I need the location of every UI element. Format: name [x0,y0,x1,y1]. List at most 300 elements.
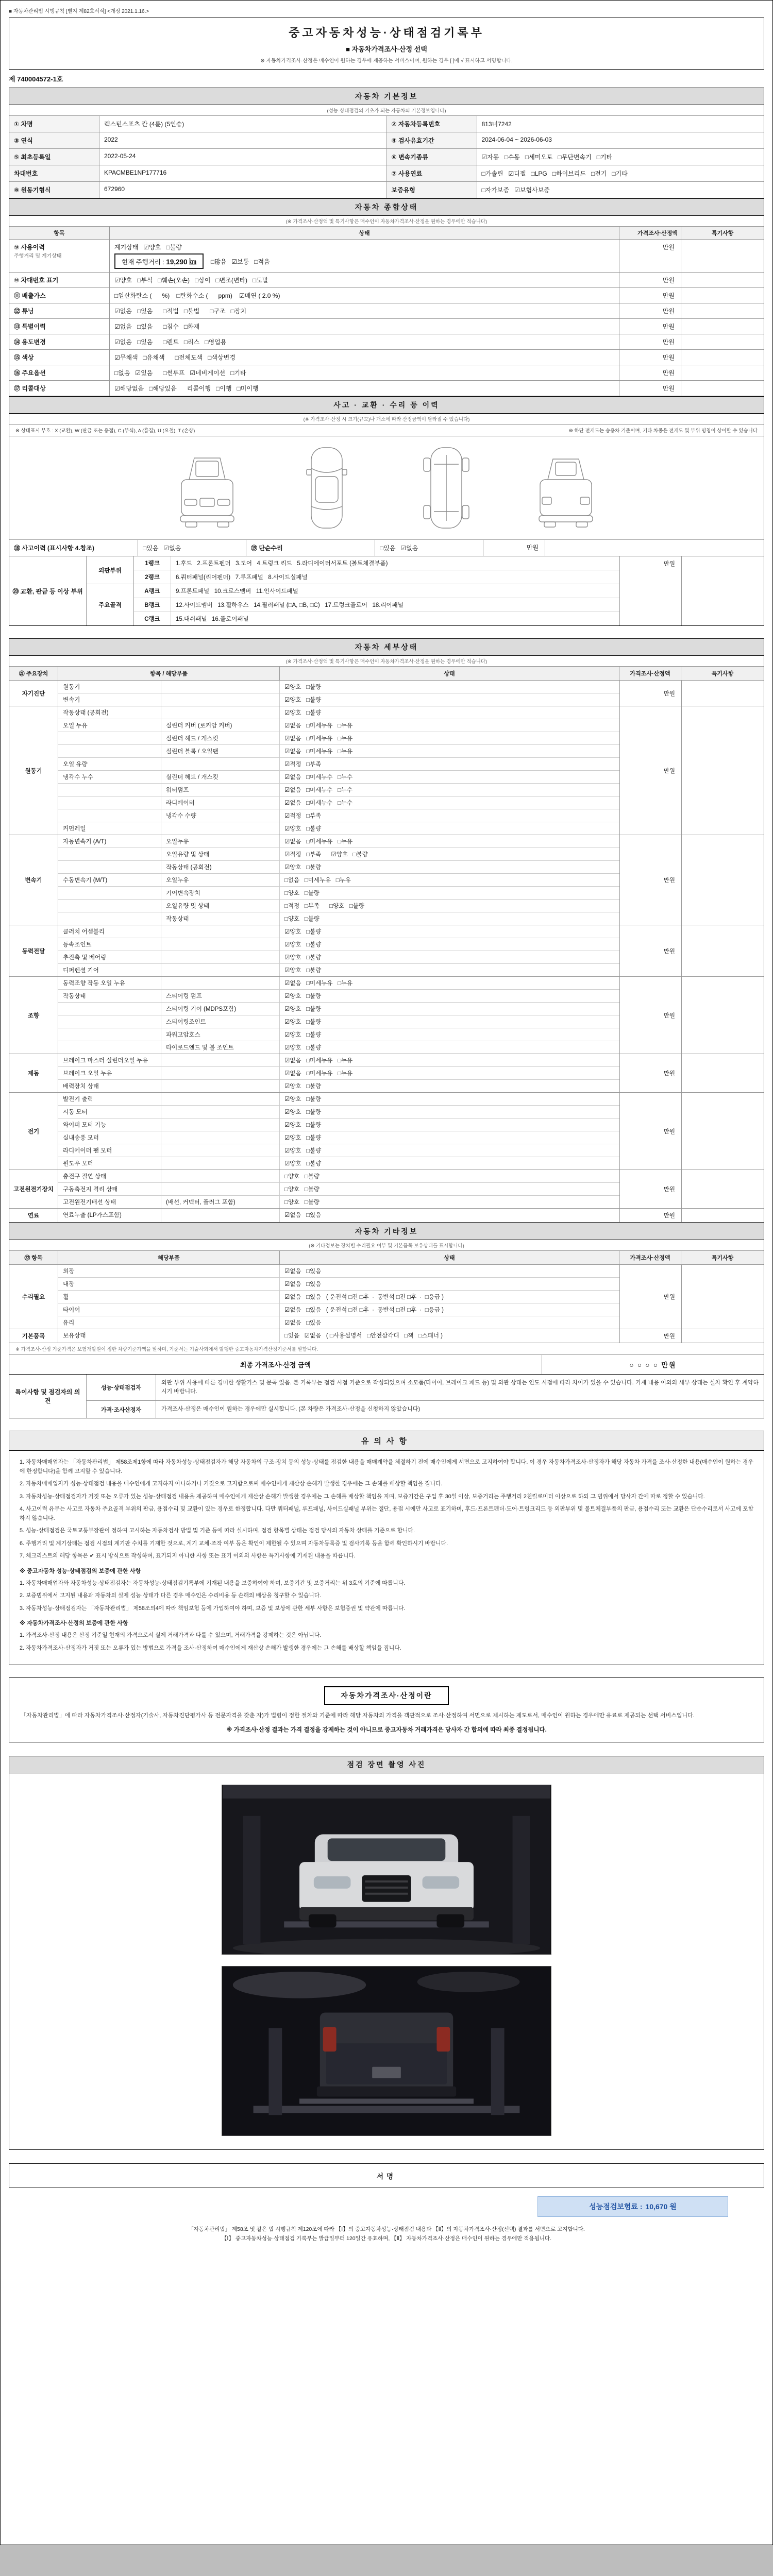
column-header: 상태 [110,227,619,239]
state-options: ☑양호 □불량 [284,929,322,935]
part-label [161,693,280,706]
device-item-row [58,874,619,887]
state-options: ☑양호 □불량 [284,1135,322,1141]
field-value: 813너7242 [481,121,512,128]
state-options: ☑없음 □있음 [284,1268,322,1275]
price-cell: 만원 [619,1170,681,1208]
main-frame-row [87,584,619,625]
notice-item: 2. 보증범위에서 고지된 내용과 자동차의 실제 성능·상태가 다른 경우 매수인은 수리비용 등 손해의 배상을 청구할 수 있습니다. [20,1592,322,1599]
part-label: 기어변속장치 [161,887,280,899]
notice-items [20,1458,753,1561]
price-cell: 만원 [619,1265,681,1329]
device-group [9,706,764,835]
premium-label: 성능점검보험료 : [589,2202,643,2211]
device-group [9,681,764,706]
footer-legal-line: 【Ⅰ】 중고자동차성능·상태점검 기록부는 발급일부터 120일간 유효하며, 【Ⅱ】 자동차가격조사·산정은 매수인이 원하는 경우에만 적용됩니다. [221,2235,552,2242]
part-label [161,1209,280,1222]
device-item-row [58,1106,619,1118]
comprehensive-rows [9,273,764,396]
section-note-basic-info: (성능·상태점검의 기초가 되는 자동차의 기본정보입니다) [9,105,764,116]
column-header: 항목 [9,227,110,239]
field-value: 2022-05-24 [99,149,387,165]
comprehensive-row [9,334,764,350]
note-cell [681,556,764,625]
rank-row [134,598,619,612]
part-label [161,1106,280,1118]
item-label: 구동축전지 격리 상태 [58,1183,161,1195]
ranks [134,584,619,625]
column-header: ㉑ 주요장치 [9,667,58,680]
device-group-name: 연료 [9,1209,58,1222]
device-group-name: 변속기 [9,835,58,925]
note-cell [545,540,628,556]
notice-sub2-items [20,1631,753,1653]
part-label: 워터펌프 [161,784,280,796]
accident-history-row [9,540,764,556]
item-label: 추진축 및 베어링 [58,951,161,963]
regulation-citation: ■ 자동차관리법 시행규칙 [별지 제82호서식] <개정 2021.1.16.> [9,9,149,14]
rank-label: C랭크 [134,612,171,625]
part-label: 실린더 블록 / 오일팬 [161,745,280,757]
price-cell: 만원 [619,303,681,318]
part-label [161,1131,280,1144]
comprehensive-header-row [9,227,764,240]
state-options: ☑없음 □미세누유 □누유 [284,749,353,755]
part-label: 오일유량 및 상태 [161,900,280,912]
final-price-label: 최종 가격조사·산정 금액 [9,1355,542,1374]
meter-state: 계기상태 ☑양호 □불량 [114,244,182,251]
part-label: 오일유량 및 상태 [161,848,280,860]
device-item-row [58,809,619,822]
device-item-row [58,822,619,835]
device-item-row [58,835,619,848]
section-note-etc: (※ 기타정보는 장치별 수리필요 여부 및 기본품목 보유상태를 표시합니다) [9,1240,764,1251]
state-options: ☑양호 □불량 [284,684,322,690]
item-label [58,796,161,809]
price-cell: 만원 [619,556,681,625]
field-label: 차대번호 [9,165,99,181]
column-header: 가격조사·산정액 [619,227,681,239]
field-value: 2022 [99,132,387,148]
item-label [58,912,161,925]
diagram-legend [9,425,764,436]
item-label: 변속기 [58,693,161,706]
signature-label: 서명 [376,2172,397,2180]
device-group-name: 원동기 [9,706,58,835]
field-label: ⑮ 색상 [9,350,110,365]
rank-parts: 15.대쉬패널 16.플로어패널 [176,616,249,622]
column-header: 상태 [280,667,619,680]
state-options: ☑없음 □있음 ( 운전석 □전 □후 · 동반석 □전 □후 · □응급 ) [284,1294,444,1300]
part-label: 냉각수 수량 [161,809,280,822]
rank-parts: 12.사이드멤버 13.휠하우스 14.필러패널 (□A, □B, □C) 17.트렁크플로어 18.리어패널 [176,602,404,608]
state-options: ☑없음 □있음 ( 운전석 □전 □후 · 동반석 □전 □후 · □응급 ) [284,1307,444,1313]
part-label [161,681,280,693]
note-cell [681,365,764,380]
device-group-name: 자기진단 [9,681,58,706]
state-options: ☑양호 □불량 [284,1096,322,1103]
note-cell [681,706,764,835]
item-label: 디퍼렌셜 기어 [58,964,161,976]
column-header: 가격조사·산정액 [619,667,681,680]
etc-item-row [58,1316,619,1329]
device-group-name: 동력전달 [9,925,58,976]
price-cell: 만원 [619,365,681,380]
comprehensive-row [9,288,764,303]
item-label [58,900,161,912]
opinion-author: 가격·조사산정자 [87,1401,156,1418]
item-label: 냉각수 누수 [58,771,161,783]
state-options: ☑양호 □불량 [284,942,322,948]
exchange-body [87,556,619,625]
car-rear-diagram [525,444,607,532]
note-cell [681,288,764,303]
rank-row [134,612,619,625]
item-label: 실내송풍 모터 [58,1131,161,1144]
item-label [58,1015,161,1028]
part-label: 작동상태 (공회전) [161,861,280,873]
column-header: 상태 [280,1251,619,1264]
field-label: ⑳ 교환, 판금 등 이상 부위 [9,556,87,625]
state-options: ☑없음 □미세누유 □누유 [284,723,353,729]
field-label: ⑥ 변속기종류 [387,149,477,165]
notice-item: 1. 자동차매매업자와 자동차성능·상태점검자는 자동차성능·상태점검기록부에 기재된 내용을 보증하여야 하며, 보증기간 및 보증거리는 위 3호의 기준에 따릅니다. [20,1580,406,1586]
rank-parts: 6.쿼터패널(리어펜더) 7.루프패널 8.사이드실패널 [176,574,308,581]
state-options: □양호 □불량 [284,1199,320,1206]
device-item-row [58,925,619,938]
etc-items [58,1329,619,1343]
device-items [58,835,619,925]
state-options: ☑양호 □불량 [284,1083,322,1090]
device-item-row [58,1054,619,1067]
state-options: ☑양호 □불량 [284,1161,322,1167]
note-cell [681,925,764,976]
device-item-row [58,1093,619,1106]
price-cell: 만원 [619,350,681,365]
item-label: 등속조인트 [58,938,161,951]
document-subtitle: ■ 자동차가격조사·산정 선택 [346,45,427,53]
state-options: ☑없음 □미세누수 □누수 [284,800,353,806]
premium-value: 10,670 원 [645,2202,677,2211]
part-label: 라디에이터 [161,796,280,809]
part-label [161,706,280,719]
note-cell [681,1209,764,1222]
item-label: 와이퍼 모터 기능 [58,1118,161,1131]
state-options: ☑양호 □불량 [284,993,322,999]
odometer-value: 19,290 ㎞ [166,258,196,266]
state-options: ☑없음 □미세누수 □누수 [284,787,353,793]
document-number: 제 740004572-1호 [9,75,63,83]
notice-item: 3. 자동차성능·상태점검자가 거짓 또는 오류가 있는 성능·상태점검 내용을 제공하여 매수인에게 재산상 손해가 발생한 경우에는 그 손해를 배상할 책임을 지며, 보증기간은 구입 후 30일 이상, 보증거리는 주행거리 2천킬로미터 이상으로 하되 그 범위에서 당사자 간에 따로 정할 수 있습니다. [20,1493,705,1500]
state-options: ☑양호 □불량 [284,826,322,832]
column-header: 가격조사·산정액 [619,1251,681,1264]
item-label: 윈도우 모터 [58,1157,161,1170]
comprehensive-table [9,227,764,396]
state-options: ☑없음 □있음 □적법 □불법 □구조 □장치 [110,303,619,318]
basic-info-row [9,182,764,198]
price-cell: 만원 [483,540,545,556]
note-cell [681,1329,764,1343]
field-label: ⑯ 주요옵션 [9,365,110,380]
price-cell: 만원 [619,319,681,334]
state-options: ☑양호 □불량 [284,1006,322,1012]
part-label [161,1157,280,1170]
state-options: □양호 □불량 [284,890,320,896]
field-label: 보증유형 [387,182,477,198]
price-cell: 만원 [619,1209,681,1222]
state-options: ☑없음 □미세누유 □누유 [284,980,353,987]
note-cell [681,1093,764,1170]
block-basic-comprehensive-accident [9,88,764,626]
item-label: 동력조향 작동 오일 누유 [58,977,161,989]
note-cell [681,350,764,365]
column-header: ㉒ 항목 [9,1251,58,1264]
state-options: ☑없음 □있음 □침수 □화재 [110,319,619,334]
field-label: ④ 검사유효기간 [387,132,477,148]
field-label: ② 자동차등록번호 [387,116,477,132]
state-options: □있음 ☑없음 ( □사용설명서 □안전삼각대 □잭 □스패너 ) [284,1333,443,1339]
etc-item-row [58,1265,619,1278]
field-label: ⑫ 튜닝 [9,303,110,318]
device-item-row [58,848,619,861]
device-item-row [58,1144,619,1157]
note-cell [681,319,764,334]
item-label [58,809,161,822]
column-header: 특기사항 [711,671,734,677]
device-group [9,1054,764,1093]
note-cell [681,681,764,706]
field-value: □가솔린 ☑디젤 □LPG □하이브리드 □전기 □기타 [481,170,628,177]
device-items [58,1093,619,1170]
part-label [161,938,280,951]
notice-body [9,1451,764,1665]
price-cell: 만원 [619,1093,681,1170]
section-note-accident: (※ 가격조사·산정 시 크기(규모)나 개소에 따라 산정금액이 달라질 수 있습니다) [9,414,764,425]
document-title: 중고자동차성능·상태점검기록부 [289,26,484,39]
section-title-accident: 사고 · 교환 · 수리 등 이력 [9,396,764,414]
price-cell: 만원 [619,1329,681,1343]
item-label: 타이어 [58,1303,280,1316]
part-label [161,964,280,976]
field-label: ⑪ 배출가스 [9,288,110,303]
device-item-row [58,745,619,758]
usage-sublabel: 주행거리 및 계기상태 [14,253,62,259]
document-header [9,18,764,70]
notice-item: 1. 가격조사·산정 내용은 산정 기준일 현재의 가격으로서 실제 거래가격과 다를 수 있으며, 거래가격을 강제하는 것은 아닙니다. [20,1632,322,1639]
device-items [58,925,619,976]
section-title-etc: 자동차 기타정보 [9,1223,764,1240]
notice-subtitle: ※ 중고자동차 성능·상태점검의 보증에 관한 사항 [20,1568,141,1574]
state-options: ☑해당없음 □해당있음 리콜이행 □이행 □미이행 [110,381,619,396]
price-cell: 만원 [619,334,681,349]
car-diagrams [9,436,764,540]
etc-group-name: 수리필요 [9,1265,58,1329]
item-label: 브레이크 마스터 실린더오일 누유 [58,1054,161,1066]
item-label [58,1028,161,1041]
device-item-row [58,796,619,809]
part-label: 오일누유 [161,874,280,886]
part-label: 실린더 커버 (로커암 커버) [161,719,280,732]
device-group-name: 전기 [9,1093,58,1170]
state-options: ☑양호 □불량 [284,968,322,974]
state-options: ☑양호 □불량 [284,1109,322,1115]
device-item-row [58,938,619,951]
etc-items [58,1265,619,1329]
details-header-row [9,667,764,681]
price-cell: 만원 [619,273,681,287]
notice-item: 4. 사고이력 유무는 사고로 자동차 주요골격 부위의 판금, 용접수리 및 교환이 있는 경우로 한정합니다. 다만 쿼터패널, 루프패널, 사이드실패널 부위는 절단, 용접 시에만 사고로 표기하며, 후드·프론트펜더·도어·트렁크리드 등 외판부위 및 볼트체결부품의 판금, 용접수리 또는 교환은 단순수리로서 사고에 포함하지 않습니다. [20,1506,753,1521]
part-label [161,1054,280,1066]
device-item-row [58,771,619,784]
part-label [161,1183,280,1195]
pricing-basis-note: ※ 가격조사·산정 기준가격은 보험개발원이 정한 차량기준가액을 말하며, 기준서는 기술사회에서 발행한 중고자동차가격산정기준서를 말합니다. [9,1343,764,1355]
rank-parts: 1.후드 2.프론트펜더 3.도어 4.트렁크 리드 5.라디에이터서포트 (볼트체결부품) [176,561,388,567]
rank-label: A랭크 [134,584,171,598]
item-label: 자동변속기 (A/T) [58,835,161,848]
notice-item: 6. 주행거리 및 계기상태는 점검 시점의 계기판 수치를 기재한 것으로, 계기 교체·조작 여부 등은 확인이 제한될 수 있으며 자동차등록증 및 검사기록 등을 함께 확인하시기 바랍니다. [20,1540,448,1547]
field-value: KPACMBE1NP177716 [99,165,387,181]
state-options: ☑적정 □부족 [284,761,322,768]
device-items [58,977,619,1054]
block-detail-state [9,638,764,1418]
state-options: ☑없음 □있음 [284,1320,322,1326]
notice-item: 1. 자동차매매업자는 「자동차관리법」 제58조제1항에 따라 자동차성능·상태점검자가 해당 자동차의 구조·장치 등의 성능·상태를 점검한 내용을 매매계약을 체결하기 전에 매수인에게 서면으로 고지하여야 합니다. 이 경우 자동차가격조사·산정자가 해당 자동차 가격을 조사·산정한 내용(매수인이 원하는 경우에 한정합니다)을 함께 고지할 수 있습니다. [20,1459,753,1475]
device-group [9,1209,764,1223]
column-header: 특기사항 [711,230,734,236]
section-title-basic-info: 자동차 기본정보 [9,88,764,105]
notice-title: 유의사항 [9,1431,764,1451]
state-options: ☑없음 □미세누유 □누유 [284,736,353,742]
performance-insurance-premium [537,2196,728,2217]
odometer-box: 현재 주행거리 : 19,290 ㎞ [114,253,204,269]
price-cell: 만원 [619,925,681,976]
field-label [9,240,110,272]
state-options: ☑양호 □불량 [284,1045,322,1051]
part-label [161,951,280,963]
state-options: □없음 ☑있음 □썬루프 ☑네비게이션 □기타 [110,365,619,380]
device-item-row [58,977,619,990]
device-group-name: 제동 [9,1054,58,1092]
notice-subtitle: ※ 자동차가격조사·산정의 보증에 관한 사항 [20,1620,128,1627]
car-top-diagram [285,444,368,532]
device-items [58,1209,619,1222]
part-label: 작동상태 [161,912,280,925]
note-cell [681,334,764,349]
details-groups [9,681,764,1223]
device-item-row [58,1080,619,1092]
state-options: ☑없음 □미세누유 □누유 [284,1058,353,1064]
item-label: 작동상태 [58,990,161,1002]
section-note-details: (※ 가격조사·산정액 및 특기사항은 매수인이 자동차가격조사·산정을 원하는 경우에만 적습니다) [9,656,764,667]
device-item-row [58,1131,619,1144]
block-pricing-info [9,1677,764,1742]
inspector-opinion-box [9,1375,764,1418]
item-label: 보유상태 [58,1329,280,1343]
item-label: 오일 누유 [58,719,161,732]
rank-label: 2랭크 [134,570,171,584]
section-title-comprehensive: 자동차 종합상태 [9,198,764,216]
device-item-row [58,1183,619,1196]
comprehensive-row [9,303,764,319]
part-label [161,1067,280,1079]
item-label: 발전기 출력 [58,1093,161,1105]
price-cell: 만원 [619,288,681,303]
mileage-options: □많음 ☑보통 □적음 [210,258,270,265]
state-options: ☑없음 □미세누수 □누수 [284,774,353,781]
field-label: ⑬ 특별이력 [9,319,110,334]
block-inspection-photos [9,1756,764,2150]
comprehensive-row [9,381,764,396]
device-item-row [58,693,619,706]
price-cell: 만원 [619,977,681,1054]
basic-info-row [9,165,764,182]
column-header: 해당부품 [58,1251,280,1264]
basic-info-row [9,116,764,132]
usage-state [110,240,619,272]
device-group [9,835,764,925]
part-label [161,1080,280,1092]
field-label: ⑩ 차대번호 표기 [9,273,110,287]
device-item-row [58,1118,619,1131]
item-label [58,848,161,860]
part-label: 파워고압호스 [161,1028,280,1041]
etc-item-row [58,1303,619,1316]
rank-row [134,570,619,584]
device-item-row [58,784,619,796]
section-title-details: 자동차 세부상태 [9,639,764,656]
field-label: ① 차명 [9,116,99,132]
field-value: 2024-06-04 ~ 2026-06-03 [481,136,552,143]
item-label: 브레이크 오일 누유 [58,1067,161,1079]
device-item-row [58,900,619,912]
odometer-line [114,253,614,269]
device-group [9,925,764,977]
state-options: □일산화탄소 ( %) □탄화수소 ( ppm) ☑매연 ( 2.0 %) [110,288,619,303]
price-cell: 만원 [619,835,681,925]
etc-group [9,1265,764,1329]
pricing-info-title: 자동차가격조사·산정이란 [324,1686,448,1705]
state-options: ☑없음 □미세누유 □누유 [284,1071,353,1077]
signature-row [9,2163,764,2188]
odometer-label: 현재 주행거리 [122,259,161,266]
comprehensive-row [9,350,764,365]
basic-info-table [9,116,764,198]
rank-parts: 9.프론트패널 10.크로스멤버 11.인사이드패널 [176,588,298,595]
opinion-row [87,1401,764,1418]
etc-group [9,1329,764,1343]
item-label: 충전구 절연 상태 [58,1170,161,1182]
pricing-info-body: 「자동차관리법」에 따라 자동차가격조사·산정자(기술사, 자동차진단평가사 등 전문자격을 갖춘 자)가 법령이 정한 절차와 기준에 따라 해당 자동차의 가격을 객관적으로 조사·산정하여 서면으로 제시하는 제도로서, 매수인이 원하는 경우에만 유료로 제공되는 선택 서비스입니다. [21,1713,695,1719]
field-label: ⑦ 사용연료 [387,165,477,181]
legend-symbols: ※ 상태표시 부호 : X (교환), W (판금 또는 용접), C (부식), A (흠집), U (요철), T (손상) [15,428,195,434]
opinion-text: 가격조사·산정은 매수인이 원하는 경우에만 실시합니다. (본 차량은 가격조사·산정을 신청하지 않았습니다) [161,1406,421,1413]
device-item-row [58,1067,619,1080]
part-label: 타이로드엔드 및 볼 조인트 [161,1041,280,1054]
rank-row [134,556,619,570]
part-label: 스티어링 펌프 [161,990,280,1002]
field-value: 렉스턴스포츠 칸 (4륜) (5인승) [99,116,387,132]
opinion-text: 외판 부위 사용에 따른 경미한 생활기스 및 문콕 있음. 본 기록부는 점검 시점 기준으로 작성되었으며 소모품(타이어, 브레이크 패드 등) 및 외관 상태는 인도 시점에 따라 차이가 있을 수 있습니다. 기재 내용 이외의 세부 상태는 실차 확인 후 계약하시기 바랍니다. [161,1380,759,1395]
section-note-comprehensive: (※ 가격조사·산정액 및 특기사항은 매수인이 자동차가격조사·산정을 원하는 경우에만 적습니다) [9,216,764,227]
device-item-row [58,1196,619,1208]
item-label [58,745,161,757]
car-underbody-diagram [405,444,488,532]
item-label: 작동상태 (공회전) [58,706,161,719]
field-value: ☑자동 □수동 □세미오토 □무단변속기 □기타 [481,154,613,161]
device-item-row [58,964,619,976]
outer-panel-row [87,556,619,584]
legend-note: ※ 하단 전개도는 승용차 기준이며, 기타 차종은 전개도 및 부위 명칭이 상이할 수 있습니다 [568,428,758,434]
